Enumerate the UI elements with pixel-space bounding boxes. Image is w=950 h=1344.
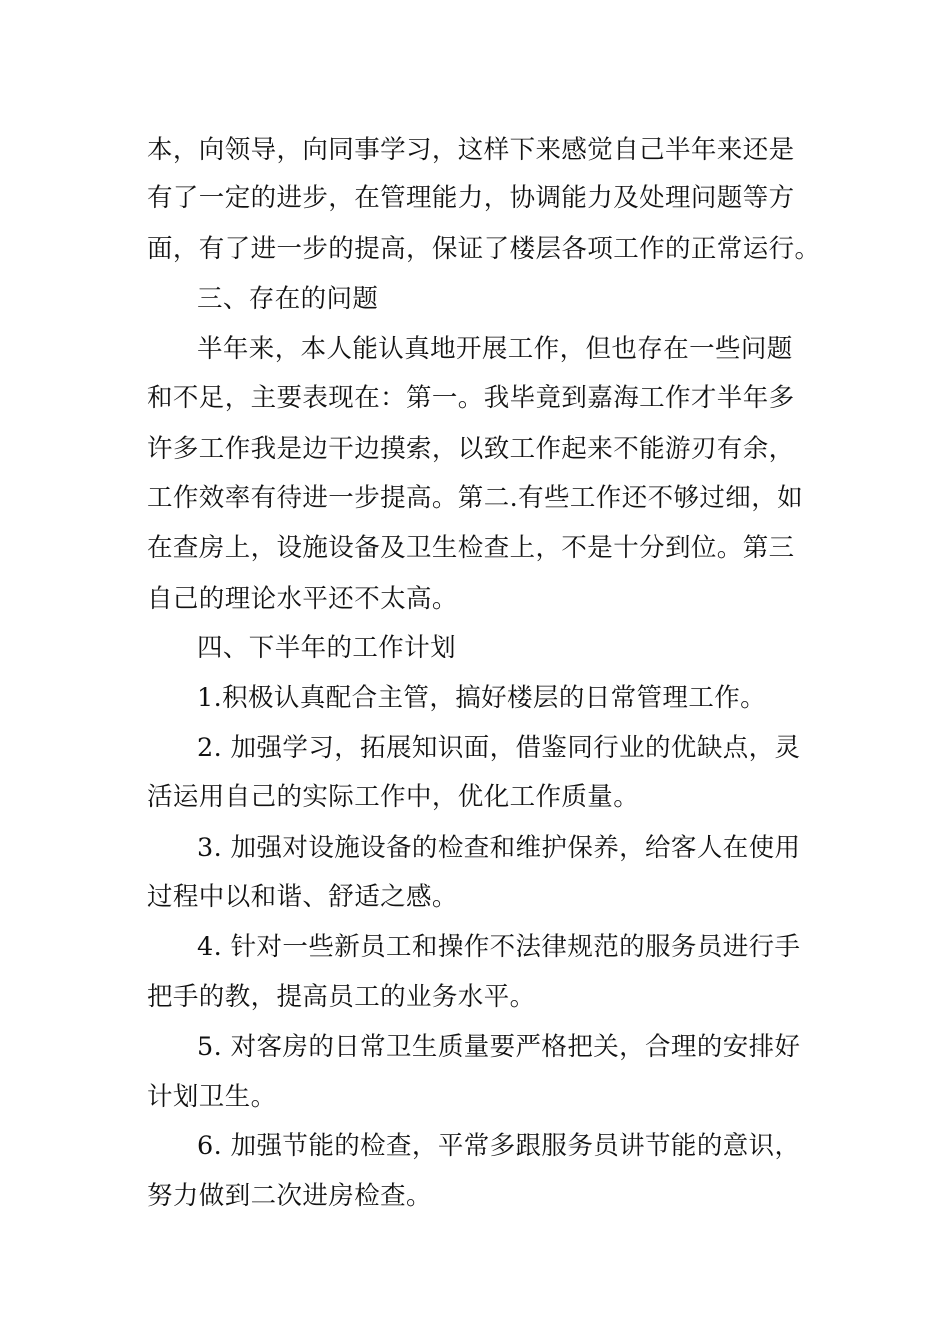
section-heading: 三、存在的问题 bbox=[197, 284, 379, 314]
list-item: 3. 加强对设施设备的检查和维护保养，给客人在使用 bbox=[197, 833, 801, 863]
text-line: 活运用自己的实际工作中，优化工作质量。 bbox=[147, 782, 640, 812]
list-item: 4. 针对一些新员工和操作不法律规范的服务员进行手 bbox=[197, 932, 801, 962]
text-line: 本，向领导，向同事学习，这样下来感觉自己半年来还是 bbox=[147, 135, 795, 165]
text-line: 计划卫生。 bbox=[147, 1082, 277, 1112]
text-line: 把手的教，提高员工的业务水平。 bbox=[147, 982, 536, 1012]
text-line: 面，有了进一步的提高，保证了楼层各项工作的正常运行。 bbox=[147, 234, 821, 264]
text-line: 工作效率有待进一步提高。第二.有些工作还不够过细，如 bbox=[147, 483, 804, 513]
list-item: 5. 对客房的日常卫生质量要严格把关，合理的安排好 bbox=[197, 1032, 801, 1062]
list-item: 1.积极认真配合主管，搞好楼层的日常管理工作。 bbox=[197, 683, 767, 713]
text-line: 过程中以和谐、舒适之感。 bbox=[147, 882, 458, 912]
list-item: 6. 加强节能的检查，平常多跟服务员讲节能的意识， bbox=[197, 1131, 801, 1161]
text-line: 努力做到二次进房检查。 bbox=[147, 1181, 432, 1211]
list-item: 2. 加强学习，拓展知识面，借鉴同行业的优缺点，灵 bbox=[197, 733, 801, 763]
text-line: 有了一定的进步，在管理能力，协调能力及处理问题等方 bbox=[147, 183, 795, 213]
text-line: 半年来，本人能认真地开展工作，但也存在一些问题 bbox=[197, 334, 793, 364]
text-line: 和不足，主要表现在：第一。我毕竟到嘉海工作才半年多 bbox=[147, 383, 795, 413]
section-heading: 四、下半年的工作计划 bbox=[197, 633, 457, 663]
text-line: 在查房上，设施设备及卫生检查上，不是十分到位。第三 bbox=[147, 533, 795, 563]
text-line: 自己的理论水平还不太高。 bbox=[147, 584, 458, 614]
text-line: 许多工作我是边干边摸索，以致工作起来不能游刃有余， bbox=[147, 434, 795, 464]
